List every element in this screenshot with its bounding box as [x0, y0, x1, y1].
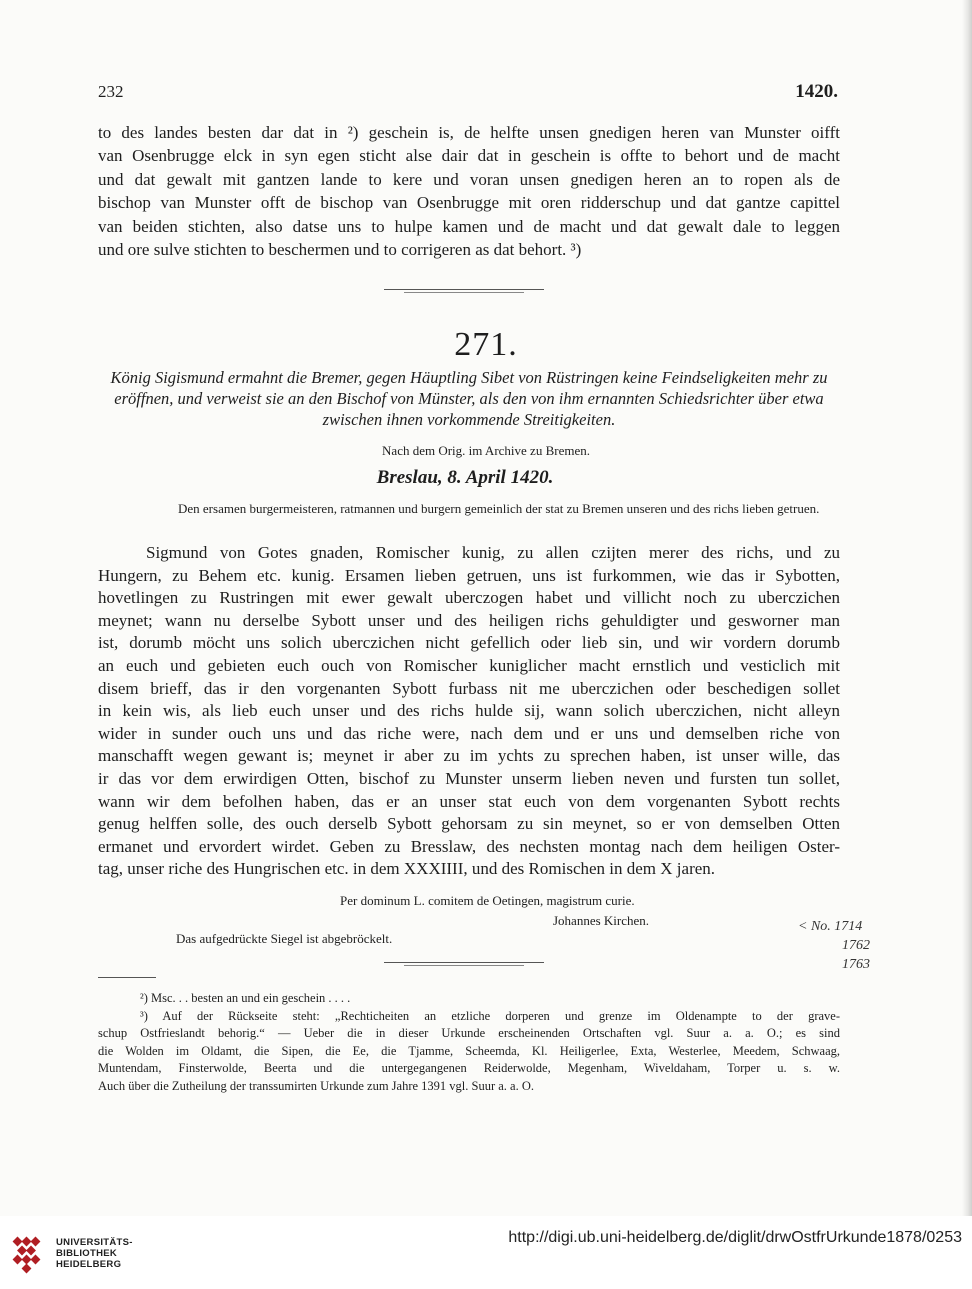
footnotes — [98, 990, 840, 1096]
footnote-line: die Wolden im Oldamt, die Sipen, die Ee, die Tjamme, Scheemda, Kl. Heiligerlee, Exta, Westerlee, Meedem, Schwaag, — [98, 1043, 840, 1058]
logo-line: HEIDELBERG — [56, 1259, 122, 1270]
document-body — [98, 542, 840, 881]
text-line: ermanet und ervordert wirdet. Geben zu Bresslaw, des nechsten montag nach dem heiligen Oster- — [98, 836, 840, 856]
text-line: Sigmund von Gotes gnaden, Romischer kunig, zu allen czijten merer des richs, und zu — [146, 543, 840, 562]
text-line: tag, unser riche des Hungrischen etc. in dem XXXIIII, und des Romischen in dem X jaren. — [98, 859, 716, 879]
text-line: an euch und gebieten euch ouch von Romischer kuniglicher macht ernstlich und vesticlich mit — [98, 655, 840, 675]
text-line: wider in sunder ouch uns und das riche were, nach dem und er uns und demselben riche von — [98, 723, 840, 743]
handwritten-annotation — [798, 917, 870, 974]
library-logo-text[interactable] — [56, 1237, 133, 1270]
logo-line: UNIVERSITÄTS- — [56, 1237, 133, 1248]
handwritten-line: 1763 — [842, 957, 870, 972]
footnote-line: ³) Auf der Rückseite steht: „Rechticheiten an etzliche dorperen und grenze im Oldenampte to der grave- — [140, 1008, 840, 1023]
text-line: in kein wis, als lieb euch unser und des richs hulde sij, wann solich uberczichen, nicht alleyn — [98, 701, 840, 721]
section-divider-thin — [404, 965, 524, 966]
dateline: Breslau, 8. April 1420. — [376, 467, 554, 488]
library-logo-icon — [10, 1232, 50, 1276]
seal-note: Das aufgedrückte Siegel ist abgebröckelt. — [176, 931, 393, 946]
page-number: 232 — [98, 82, 124, 101]
handwritten-line: 1762 — [842, 938, 870, 953]
section-divider-thin — [404, 292, 524, 293]
preceding-text — [98, 121, 840, 261]
text-line: to des landes besten dar dat in ²) geschein is, de helfte unsen gnedigen heren van Munster oifft — [98, 123, 840, 142]
source-note: Nach dem Orig. im Archive zu Bremen. — [382, 443, 590, 458]
signature-line: Per dominum L. comitem de Oetingen, magistrum curie. — [340, 893, 635, 908]
footnote-line: schup Ostfrieslandt behorig.“ — Ueber die in dieser Urkunde erscheinenden Ortschaften vgl. Suur a. a. O.; es sind — [98, 1026, 840, 1041]
text-line: hovetlingen zu Rustringen mit ewer gewalt uberczogen habet und villicht noch zu uberczichen — [98, 588, 840, 608]
viewer-footer — [0, 1216, 972, 1289]
text-line: disem brieff, das ir den vorgenanten Sybott furbass nit me uberczichen oder beschedigen sollet — [98, 678, 840, 698]
text-line: ir das vor dem erwirdigen Otten, bischof zu Munster unserm lieben neven und fursten tun sollet, — [98, 768, 840, 788]
logo-line: BIBLIOTHEK — [56, 1248, 118, 1259]
footnote-rule — [98, 977, 156, 978]
footnote-line: Auch über die Zutheilung der transsumirten Urkunde zum Jahre 1391 vgl. Suur a. a. O. — [98, 1078, 535, 1093]
address-line: Den ersamen burgermeisteren, ratmannen und burgern gemeinlich der stat zu Bremen unseren und des richs lieben getruen. — [178, 501, 820, 516]
footnote-3 — [98, 1008, 840, 1096]
text-line: van beiden stichten, also datse uns to hulpe kamen und de macht und dat gewalt dale to leggen — [98, 216, 840, 236]
document-summary: König Sigismund ermahnt die Bremer, gegen Häuptling Sibet von Rüstringen keine Feindseligkeiten mehr zu eröffnen, und verweist sie an den Bischof von Münster, als den von ihm ernannten Schiedsrichter über etwa zwischen ihnen vorkommende Streitigkeiten. — [110, 368, 828, 429]
text-line: bischop van Munster offt de bischop van Osenbrugge mit oren ridderschup und dat gantze capittel — [98, 193, 840, 213]
text-line: genug helffen solle, des ouch derselb Sybott gehorsam zu sin meynet, so er von demselben Otten — [98, 814, 840, 834]
permalink-url[interactable]: http://digi.ub.uni-heidelberg.de/diglit/drwOstfrUrkunde1878/0253 — [508, 1229, 962, 1246]
text-line: und dat gewalt mit gantzen lande to kere und voran unsen gnedigen heren an to ropen als de — [98, 169, 840, 189]
text-line: und ore sulve stichten to beschermen und to corrigeren as dat behort. ³) — [98, 240, 582, 260]
text-line: wann wir dem befolhen haben, das er an unser stat euch von dem vorgenanten Sybott rechts — [98, 791, 840, 811]
page-edge-shadow — [962, 0, 972, 1216]
text-line: Hungern, zu Behem etc. kunig. Ersamen lieben getruen, uns ist furkommen, wie das ir Sybotten, — [98, 565, 840, 585]
footnote-line: Muntendam, Finsterwolde, Beerta und die untergegangenen Reiderwolde, Megenham, Wiveldaham, Torper u. s. w. — [98, 1061, 840, 1076]
handwritten-line: < No. 1714 — [798, 919, 863, 934]
section-divider — [384, 962, 544, 963]
text-line: meynet; wann nu derselbe Sybott unser und des heiligen richs gehuldigter und gesworner man — [98, 610, 840, 630]
section-divider — [384, 289, 544, 290]
document-number: 271. — [454, 326, 518, 363]
footnote-2: ²) Msc. . . besten an und ein geschein . . . . — [140, 991, 351, 1005]
text-line: van Osenbrugge elck in syn egen sticht alse dair dat in geschein is offte to behort und de macht — [98, 146, 840, 166]
running-year: 1420. — [795, 81, 838, 102]
text-line: ist, dorumb möcht uns solich uberczichen nicht gefellich oder lieb sin, und wir vordern dorumb — [98, 633, 840, 653]
text-line: manschafft wegen gewant is; meynet ir aber zu im ychts zu sprechen haben, ist unser wille, das — [98, 746, 840, 766]
signer-name: Johannes Kirchen. — [553, 913, 650, 928]
